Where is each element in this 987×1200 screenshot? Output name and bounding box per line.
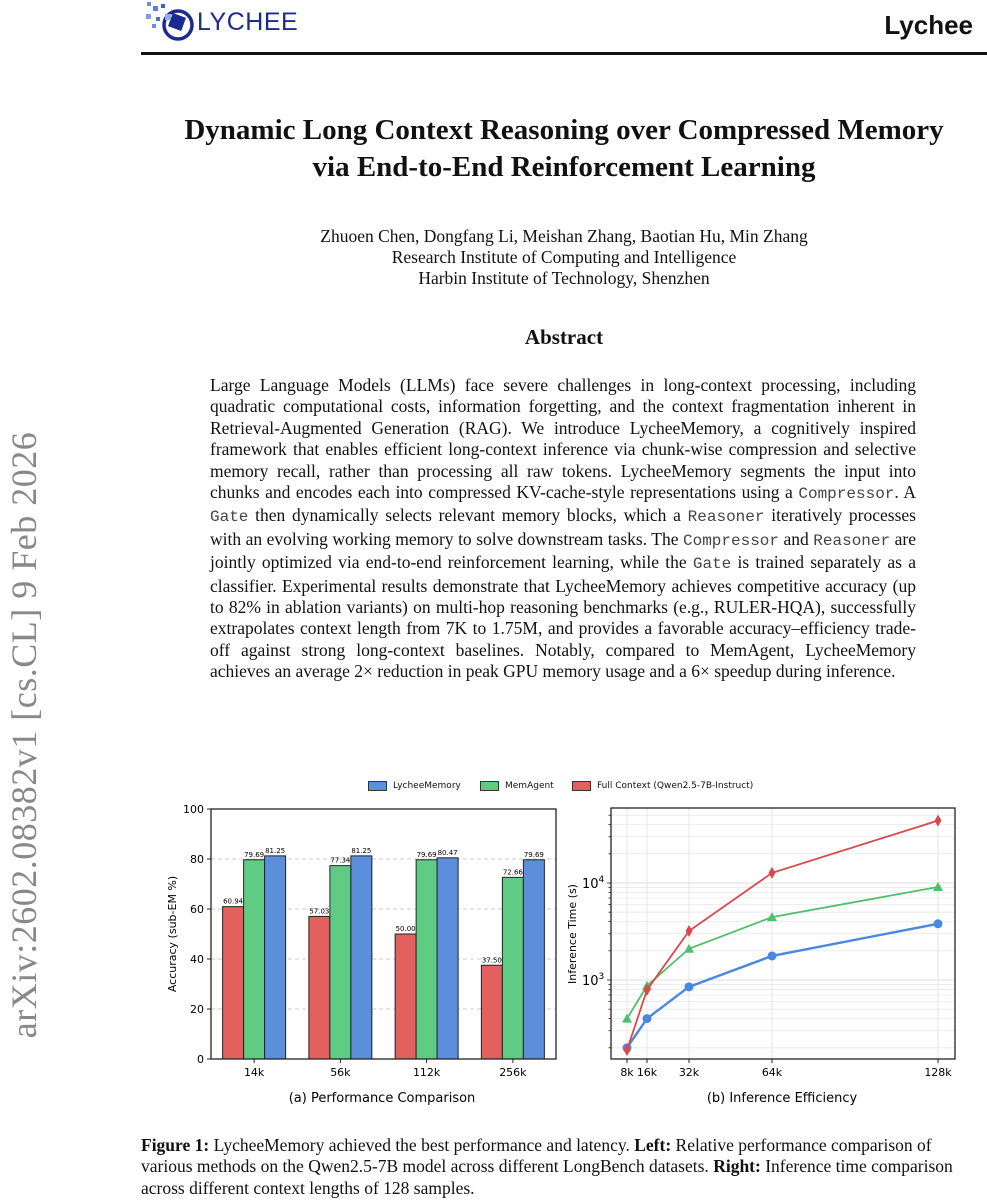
y-tick-label: 0 [197,1053,204,1066]
x-tick-label: 256k [499,1066,527,1079]
data-point [643,1014,652,1023]
y-tick-label: 80 [190,853,204,866]
abstract-text: and [779,528,814,549]
bar-chart-performance [160,795,570,1115]
bar [351,856,372,1059]
bar [330,866,351,1059]
y-tick-label: 60 [190,903,204,916]
title-line-2: via End-to-End Reinforcement Learning [312,151,816,183]
legend-swatch [572,781,591,791]
data-point [769,867,776,879]
data-point [685,982,694,991]
caption-text: Relative performance comparison of various methods on the Qwen2.5-7B model across different LongBench datasets. [141,1135,932,1177]
line-chart-inference [560,795,980,1115]
legend-item-full-context [572,781,753,791]
caption-left-label: Left: [634,1135,672,1155]
bar [395,934,416,1059]
data-point [768,951,777,960]
legend-item-lychee [368,781,461,791]
header-divider [141,52,987,55]
brand-name: Lychee [884,10,973,40]
y-axis-label: Accuracy (sub-EM %) [166,875,179,993]
bar [523,860,544,1059]
abstract-text: iteratively processes with an evolving working memory to solve downstream tasks. The [210,505,916,549]
line-axis-ticks [607,815,952,1079]
abstract-heading: Abstract [524,325,604,349]
abstract-text: Large Language Models (LLMs) face severe challenges in long-context processing, including quadratic computational costs, information forgetting, and the context fragmentation inherent in Retrieval-Augmented Generation (RAG). We introduce LycheeMemory, a cognitively inspired framework that enables efficient long-context inference via chunk-wise compression and selective memory recall, rather than processing all raw tokens. LycheeMemory segments the input into chunks and encodes each into compressed KV-cache-style representations using a [210,375,916,503]
arxiv-stamp: arXiv:2602.08382v1 [cs.CL] 9 Feb 2026 [4,431,44,1039]
bar-value-label: 79.69 [416,850,437,859]
bar [223,907,244,1059]
caption-label: Figure 1: [141,1135,210,1155]
legend-label: LycheeMemory [393,781,461,791]
x-tick-label: 14k [243,1066,265,1079]
bar [481,965,502,1059]
legend-swatch [368,781,387,791]
code-term: Gate [210,508,249,527]
bar-value-label: 80.47 [437,848,458,857]
bar-value-label: 37.50 [481,956,502,965]
affiliation-1: Research Institute of Computing and Intelligence [391,247,737,267]
paper-title [141,112,987,186]
legend-item-memagent [480,781,554,791]
caption-text: LycheeMemory achieved the best performance and latency. [209,1135,635,1155]
authors: Zhuoen Chen, Dongfang Li, Meishan Zhang, Baotian Hu, Min Zhang [320,226,808,246]
chart-title: (a) Performance Comparison [288,1091,476,1106]
bar-value-label: 50.00 [395,925,416,933]
y-tick-label: 100 [183,803,204,816]
abstract-body [210,375,916,683]
bar-series [223,847,545,1059]
code-term: Reasoner [813,531,891,550]
y-tick-label: 40 [190,953,204,966]
data-point [934,919,943,928]
legend-swatch [480,781,499,791]
chart-title: (b) Inference Efficiency [706,1091,858,1106]
abstract-text: is trained separately as a classifier. Experimental results demonstrate that LycheeMemory achieves competitive accuracy (up to 82% in ablation variants) on multi-hop reasoning benchmarks (e.g., RULER-HQA), successfully extrapolates context length from 7K to 1.75M, and provides a favorable accuracy–efficiency trade-off against strong long-context baselines. Notably, compared to MemAgent, LycheeMemory achieves an average 2× reduction in peak GPU memory usage and a 6× speedup during inference. [210,552,916,682]
bar [265,856,286,1059]
ytick-1e4: $10^4$ [582,875,605,892]
ytick-1e3: $10^3$ [582,972,605,989]
x-tick-label: 64k [761,1066,783,1079]
bar-value-label: 72.66 [502,868,523,877]
caption-text: Inference time comparison across different context lengths of 128 samples. [141,1156,953,1198]
line-grid [611,808,955,1059]
code-term: Reasoner [687,508,765,527]
bar-value-label: 77.34 [330,856,351,865]
series-line [627,821,938,1050]
line-series [622,815,943,1056]
bar-value-label: 57.03 [309,907,330,916]
affiliation-2: Harbin Institute of Technology, Shenzhen [418,268,710,288]
bar [309,916,330,1059]
code-term: Gate [692,555,732,574]
abstract-text: are jointly optimized via end-to-end reinforcement learning, while the [210,528,916,573]
lychee-logo-icon [144,0,196,46]
legend-label: MemAgent [505,781,554,791]
bar [416,860,437,1059]
x-tick-label: 8k [620,1066,634,1079]
x-tick-label: 112k [412,1066,441,1079]
bar [244,860,265,1059]
data-point [622,1014,632,1023]
x-tick-label: 128k [924,1066,952,1079]
caption-right-label: Right: [713,1156,761,1177]
bar-value-label: 81.25 [351,846,372,855]
bar [502,877,523,1059]
y-tick-label: 20 [190,1003,204,1016]
abstract-text: . A [894,482,916,503]
logo [144,0,196,46]
bar-value-label: 81.25 [265,846,286,855]
abstract-text: then dynamically selects relevant memory blocks, which a [248,505,688,526]
title-line-1: Dynamic Long Context Reasoning over Compressed Memory [184,114,944,146]
x-tick-label: 16k [636,1066,658,1079]
bar-value-label: 79.69 [244,850,265,859]
author-block [141,226,987,289]
figure-caption [141,1135,987,1199]
bar-value-label: 60.94 [223,897,244,906]
series-line [627,924,938,1048]
bar [437,858,458,1059]
bar-value-label: 79.69 [523,850,544,859]
x-tick-label: 56k [330,1066,351,1079]
y-axis-label: Inference Time (s) [566,884,579,984]
x-tick-label: 32k [678,1066,700,1079]
legend-label: Full Context (Qwen2.5-7B-Instruct) [597,781,754,791]
code-term: Compressor [682,531,779,550]
code-term: Compressor [798,485,895,504]
logo-text: LYCHEE [197,8,299,36]
